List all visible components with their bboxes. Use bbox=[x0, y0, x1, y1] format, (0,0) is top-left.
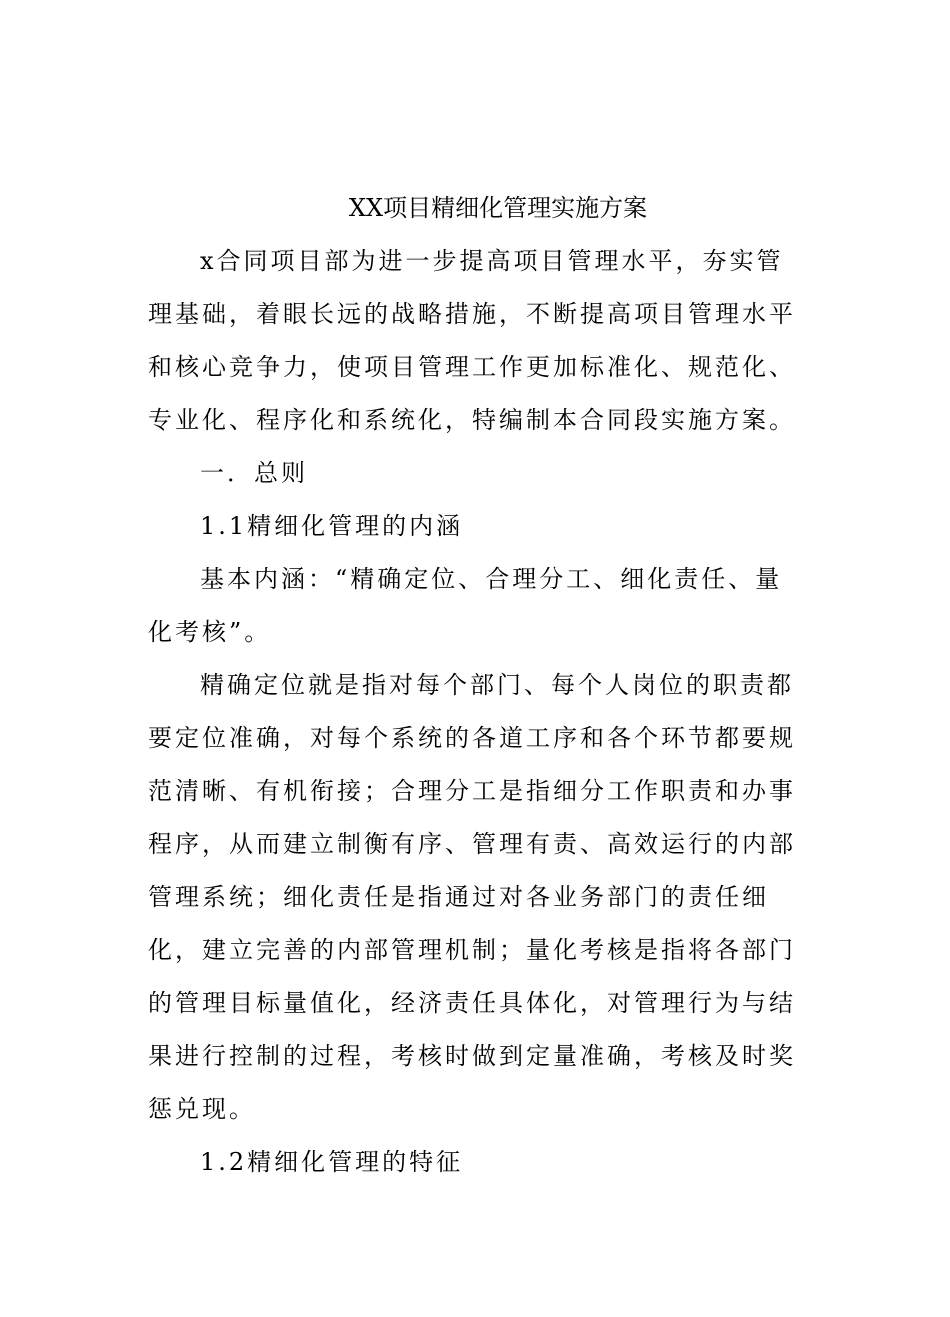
intro-paragraph: x合同项目部为进一步提高项目管理水平，夯实管理基础，着眼长远的战略措施，不断提高项目管理水平和核心竞争力，使项目管理工作更加标准化、规范化、专业化、程序化和系统化，特编制本合同段实施方案。 bbox=[148, 247, 796, 434]
document-title: XX项目精细化管理实施方案 bbox=[348, 194, 648, 222]
subsection-heading-connotation: 1.1精细化管理的内涵 bbox=[200, 512, 464, 540]
section-heading-general: 一．总则 bbox=[200, 459, 308, 487]
subsection-heading-features: 1.2精细化管理的特征 bbox=[200, 1148, 464, 1176]
basic-connotation-paragraph: 基本内涵：“精确定位、合理分工、细化责任、量化考核”。 bbox=[148, 565, 783, 646]
document-body bbox=[148, 182, 808, 1189]
connotation-detail-paragraph: 精确定位就是指对每个部门、每个人岗位的职责都要定位准确，对每个系统的各道工序和各个环节都要规范清晰、有机衔接；合理分工是指细分工作职责和办事程序，从而建立制衡有序、管理有责、高效运行的内部管理系统；细化责任是指通过对各业务部门的责任细化，建立完善的内部管理机制；量化考核是指将各部门的管理目标量值化，经济责任具体化，对管理行为与结果进行控制的过程，考核时做到定量准确，考核及时奖惩兑现。 bbox=[148, 671, 796, 1123]
